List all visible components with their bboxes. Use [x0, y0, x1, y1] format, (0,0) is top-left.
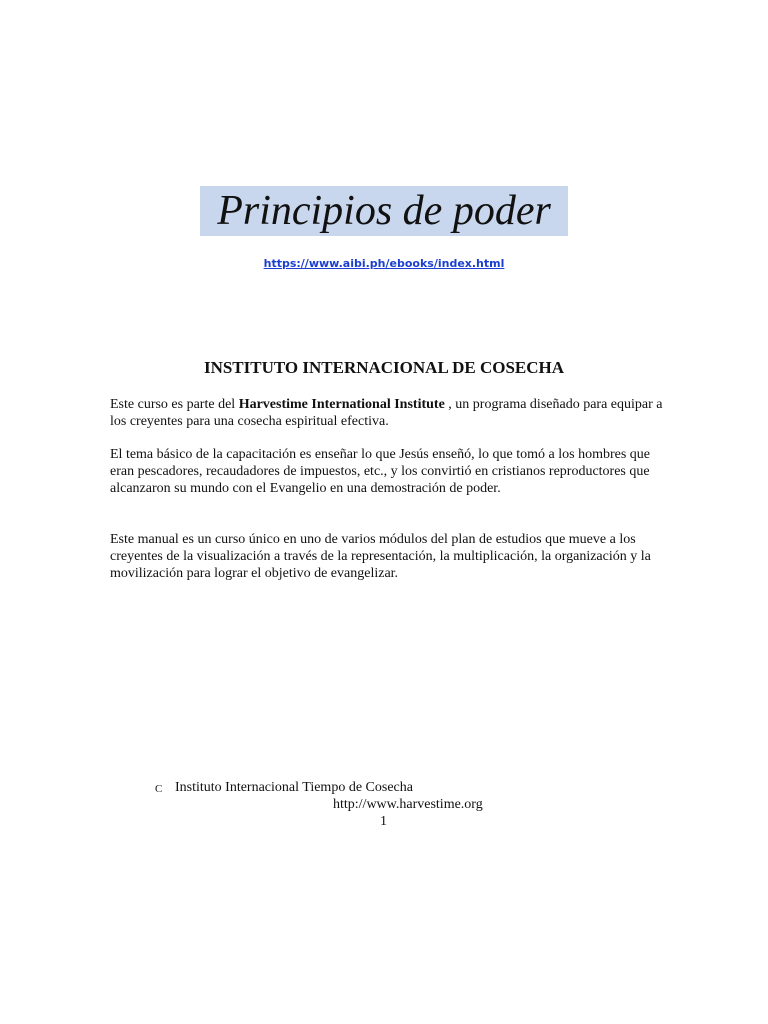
- institute-name: Harvestime International Institute: [238, 397, 445, 412]
- document-title: Principios de poder: [217, 188, 551, 234]
- ebooks-link[interactable]: https://www.aibi.ph/ebooks/index.html: [263, 257, 505, 270]
- footer-url: http://www.harvestime.org: [333, 797, 483, 812]
- training-paragraph: El tema básico de la capacitación es enseñar lo que Jesús enseñó, lo que tomó a los hombres que eran pescadores, recaudadores de impuestos, etc., y los convirtió en cristianos reproductores que alcanzaron su mundo con el Evangelio en una demostración de poder.: [110, 447, 650, 496]
- manual-paragraph: Este manual es un curso único en uno de varios módulos del plan de estudios que mueve a los creyentes de la visualización a través de la representación, la multiplicación, la organización y la movilización para lograr el objetivo de evangelizar.: [110, 532, 651, 581]
- intro-paragraph: [110, 396, 670, 430]
- footer-organization: Instituto Internacional Tiempo de Cosecha: [175, 780, 413, 795]
- intro-text-before: Este curso es parte del: [110, 397, 239, 412]
- intro-text-after: , un programa diseñado para equipar a los creyentes para una cosecha espiritual efectiva.: [110, 397, 663, 429]
- page-number: 1: [380, 814, 387, 829]
- section-heading: INSTITUTO INTERNACIONAL DE COSECHA: [203, 358, 565, 377]
- title-highlight: [200, 186, 568, 236]
- copyright-mark: C: [155, 783, 163, 795]
